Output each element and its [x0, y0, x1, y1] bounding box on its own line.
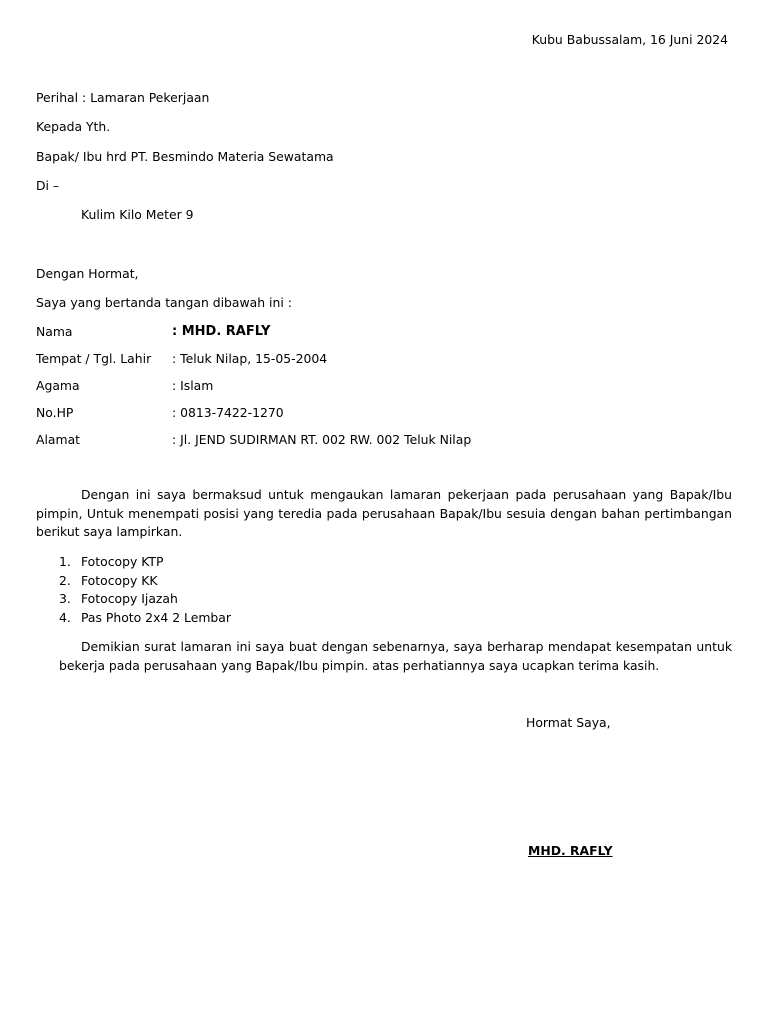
list-item-number: 1. — [59, 554, 71, 569]
letter-greeting: Dengan Hormat, — [36, 266, 139, 281]
field-value: : 0813-7422-1270 — [172, 405, 284, 420]
field-value: : Jl. JEND SUDIRMAN RT. 002 RW. 002 Teluk Nilap — [172, 432, 472, 447]
recipient-title: Kepada Yth. — [36, 119, 111, 134]
list-item-number: 3. — [59, 591, 71, 606]
list-item-text: Fotocopy KTP — [81, 554, 164, 569]
list-item-text: Pas Photo 2x4 2 Lembar — [81, 609, 231, 625]
closing-paragraph-text: Demikian surat lamaran ini saya buat dengan sebenarnya, saya berharap mendapat kesempatan untuk bekerja pada perusahaan yang Bapak/Ibu pimpin. atas perhatiannya saya ucapkan terima kasih. — [59, 639, 732, 673]
recipient-name: Bapak/ Ibu hrd PT. Besmindo Materia Sewatama — [36, 149, 334, 164]
list-item-number: 2. — [59, 572, 71, 588]
recipient-di: Di – — [36, 178, 60, 193]
attachment-list — [59, 553, 231, 627]
body-paragraph — [36, 486, 732, 542]
field-label: Agama — [36, 378, 80, 393]
list-item — [59, 590, 231, 609]
signature-name: MHD. RAFLY — [528, 843, 613, 858]
letter-closing: Hormat Saya, — [526, 715, 611, 730]
list-item — [59, 572, 231, 591]
field-label: Nama — [36, 324, 73, 339]
letter-subject: Perihal : Lamaran Pekerjaan — [36, 90, 210, 105]
list-item-text: Fotocopy KK — [81, 572, 158, 588]
list-item — [59, 553, 231, 572]
field-value: : Teluk Nilap, 15-05-2004 — [172, 351, 328, 366]
field-value: : Islam — [172, 378, 214, 393]
letter-place-date: Kubu Babussalam, 16 Juni 2024 — [531, 32, 728, 47]
letter-intro: Saya yang bertanda tangan dibawah ini : — [36, 295, 292, 310]
closing-paragraph — [59, 638, 732, 675]
field-label: No.HP — [36, 405, 74, 420]
list-item-text: Fotocopy Ijazah — [81, 591, 178, 606]
field-label: Tempat / Tgl. Lahir — [36, 351, 152, 366]
recipient-location: Kulim Kilo Meter 9 — [81, 207, 194, 222]
field-value: : MHD. RAFLY — [172, 324, 271, 339]
body-paragraph-text: Dengan ini saya bermaksud untuk mengaukan lamaran pekerjaan pada perusahaan yang Bapak/Ibu pimpin, Untuk menempati posisi yang teredia pada perusahaan Bapak/Ibu sesuia dengan bahan pertimbangan berikut saya lampirkan. — [36, 487, 732, 539]
list-item-number: 4. — [59, 609, 71, 625]
field-label: Alamat — [36, 432, 81, 447]
list-item — [59, 609, 231, 628]
